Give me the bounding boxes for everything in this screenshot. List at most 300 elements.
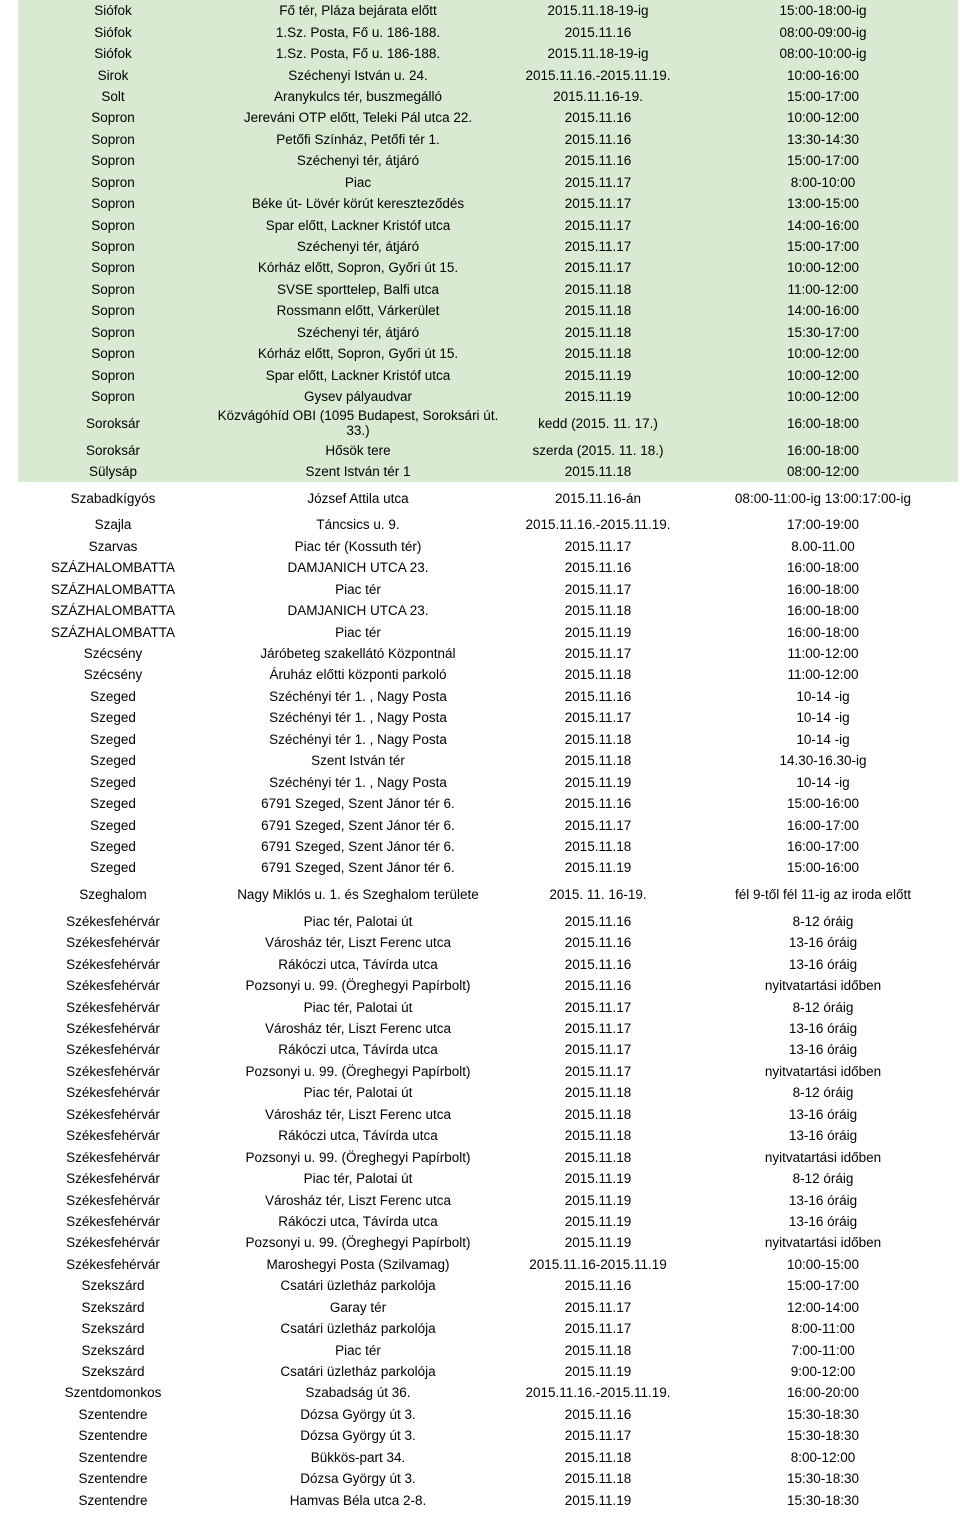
city-cell: Sopron [18,386,208,407]
time-cell: 12:00-14:00 [786,1299,860,1315]
time-cell: 15:00-17:00 [688,236,958,257]
table-row [18,621,958,642]
place-cell: Hamvas Béla utca 2-8. [289,1492,427,1508]
date-cell: 2015.11.16 [564,688,632,704]
table-row [18,482,958,514]
date-cell: 2015.11.16 [508,107,688,128]
table-row [18,643,958,664]
time-cell: nyitvatartási időben [764,978,882,994]
city-cell: Szeged [90,860,136,876]
table-row [18,300,958,321]
table-row [18,343,958,364]
time-cell: 11:00-12:00 [688,279,958,300]
time-cell: 15:00-16:00 [786,796,860,812]
date-cell: 2015.11.19 [564,1235,632,1251]
time-cell: 16:00-18:00 [786,581,860,597]
date-cell: 2015.11.16 [564,978,632,994]
time-cell: 15:00-17:00 [688,86,958,107]
place-cell: Széchényi tér 1. , Nagy Posta [269,731,447,747]
table-row [18,536,958,557]
time-cell: 13-16 óráig [788,1106,858,1122]
date-cell: 2015.11.17 [564,1063,632,1079]
city-cell: Siófok [18,43,208,64]
date-cell: 2015.11.18 [508,279,688,300]
time-cell: nyitvatartási időben [764,1149,882,1165]
date-cell: 2015.11.16 [508,129,688,150]
table-row [18,1468,958,1489]
place-cell: József Attila utca [307,490,409,506]
place-cell: Rossmann előtt, Várkerület [208,300,508,321]
place-cell: Pozsonyi u. 99. (Öreghegyi Papírbolt) [245,1235,471,1251]
place-cell: Rákóczi utca, Távírda utca [278,956,438,972]
time-cell: 15:00-17:00 [786,1278,860,1294]
place-cell: 6791 Szeged, Szent Jánor tér 6. [261,817,455,833]
date-cell: 2015.11.17 [508,257,688,278]
time-cell: 8-12 óráig [792,913,854,929]
time-cell: 10:00-12:00 [688,386,958,407]
time-cell: 08:00-09:00-ig [688,21,958,42]
place-cell: Piac tér, Palotai út [303,1085,413,1101]
date-cell: 2015.11.19 [564,1364,632,1380]
time-cell: 13-16 óráig [788,1128,858,1144]
time-cell: 10:00-12:00 [688,343,958,364]
table-row [18,1232,958,1253]
time-cell: 16:00-18:00 [688,439,958,460]
table-row [18,579,958,600]
date-cell: 2015.11.18-19-ig [508,43,688,64]
table-row [18,0,958,21]
place-cell: Piac tér, Palotai út [303,999,413,1015]
time-cell: 8-12 óráig [792,1085,854,1101]
city-cell: Sopron [18,279,208,300]
table-row [18,64,958,85]
date-cell: 2015.11.18 [564,1449,632,1465]
place-cell: Városház tér, Liszt Ferenc utca [264,935,452,951]
date-cell: 2015.11.16.-2015.11.19. [525,1385,671,1401]
time-cell: 15:30-18:30 [786,1492,860,1508]
place-cell: Spar előtt, Lackner Kristóf utca [208,364,508,385]
date-cell: kedd (2015. 11. 17.) [508,407,688,439]
table-row [18,1425,958,1446]
place-cell: Piac tér (Kossuth tér) [294,538,422,554]
time-cell: 16:00-20:00 [786,1385,860,1401]
date-cell: 2015.11.18 [564,667,632,683]
place-cell: Széchényi tér 1. , Nagy Posta [269,774,447,790]
place-cell: 6791 Szeged, Szent Jánor tér 6. [261,838,455,854]
city-cell: SZÁZHALOMBATTA [50,581,175,597]
time-cell: 16:00-18:00 [688,407,958,439]
date-cell: 2015.11.16 [564,1278,632,1294]
date-cell: 2015.11.17 [564,1042,632,1058]
city-cell: Szeged [90,753,136,769]
city-cell: Szeged [90,774,136,790]
date-cell: 2015.11.17 [564,710,632,726]
place-cell: Béke út- Lövér körút kereszteződés [208,193,508,214]
place-cell: 6791 Szeged, Szent Jánor tér 6. [261,860,455,876]
place-cell: Hősök tere [208,439,508,460]
date-cell: 2015.11.18 [564,1149,632,1165]
city-cell: Sirok [18,64,208,85]
date-cell: 2015.11.17 [508,214,688,235]
date-cell: 2015.11.16 [564,560,632,576]
place-cell: Piac tér, Palotai út [303,1171,413,1187]
date-cell: 2015.11.18 [508,300,688,321]
table-row [18,193,958,214]
table-row [18,857,958,878]
time-cell: 10-14 -ig [796,774,850,790]
city-cell: Székesfehérvár [66,1192,160,1208]
place-cell: Rákóczi utca, Távírda utca [278,1213,438,1229]
place-cell: Bükkös-part 34. [310,1449,406,1465]
city-cell: Sopron [18,107,208,128]
date-cell: 2015.11.18 [564,1106,632,1122]
table-row [18,557,958,578]
table-row [18,214,958,235]
date-cell: 2015.11.16 [564,796,632,812]
table-row [18,975,958,996]
table-row [18,686,958,707]
city-cell: Szentendre [78,1449,148,1465]
date-cell: 2015.11.17 [564,581,632,597]
city-cell: Szeged [90,731,136,747]
date-cell: 2015.11.17 [564,999,632,1015]
city-cell: Szekszárd [81,1364,145,1380]
table-row [18,1168,958,1189]
date-cell: 2015.11.19 [564,1192,632,1208]
city-cell: Székesfehérvár [66,1149,160,1165]
city-cell: Szajla [94,517,132,533]
time-cell: 16:00-18:00 [786,624,860,640]
table-row [18,236,958,257]
time-cell: 13-16 óráig [788,1213,858,1229]
date-cell: 2015.11.16 [508,150,688,171]
city-cell: Soroksár [18,407,208,439]
city-cell: Sopron [18,257,208,278]
table-row [18,954,958,975]
city-cell: Solt [18,86,208,107]
place-cell: Piac tér [335,581,381,597]
time-cell: 13-16 óráig [788,1021,858,1037]
city-cell: Székesfehérvár [66,1021,160,1037]
date-cell: 2015.11.19 [564,774,632,790]
date-cell: 2015.11.18-19-ig [508,0,688,21]
table-row [18,1125,958,1146]
table-row [18,836,958,857]
table-row [18,750,958,771]
table-row [18,1361,958,1382]
time-cell: 14:00-16:00 [688,300,958,321]
time-cell: nyitvatartási időben [764,1063,882,1079]
city-cell: Sopron [18,214,208,235]
table-row [18,172,958,193]
table-row [18,1189,958,1210]
place-cell: Aranykulcs tér, buszmegálló [208,86,508,107]
place-cell: Szabadság út 36. [305,1385,411,1401]
time-cell: 8:00-12:00 [790,1449,856,1465]
date-cell: 2015.11.17 [508,236,688,257]
place-cell: Jereváni OTP előtt, Teleki Pál utca 22. [208,107,508,128]
city-cell: Szeged [90,838,136,854]
place-cell: Rákóczi utca, Távírda utca [278,1128,438,1144]
place-cell: Pozsonyi u. 99. (Öreghegyi Papírbolt) [245,978,471,994]
place-cell: Petőfi Színház, Petőfi tér 1. [208,129,508,150]
date-cell: 2015.11.18 [564,838,632,854]
place-cell: Kórház előtt, Sopron, Győri út 15. [208,257,508,278]
city-cell: Szentendre [78,1428,148,1444]
place-cell: Városház tér, Liszt Ferenc utca [264,1106,452,1122]
time-cell: 14:00-16:00 [688,214,958,235]
table-row [18,86,958,107]
place-cell: Dózsa György út 3. [300,1428,416,1444]
city-cell: Székesfehérvár [66,1213,160,1229]
table-row [18,107,958,128]
date-cell: 2015.11.16-2015.11.19 [529,1256,667,1272]
place-cell: DAMJANICH UTCA 23. [287,603,429,619]
city-cell: SZÁZHALOMBATTA [50,603,175,619]
time-cell: 11:00-12:00 [787,667,859,683]
date-cell: 2015.11.17 [564,646,632,662]
time-cell: 8-12 óráig [792,999,854,1015]
time-cell: 13-16 óráig [788,956,858,972]
time-cell: 10-14 -ig [796,688,850,704]
table-row [18,21,958,42]
time-cell: 08:00-10:00-ig [688,43,958,64]
city-cell: Székesfehérvár [66,1171,160,1187]
date-cell: 2015.11.18 [564,1471,632,1487]
date-cell: 2015.11.16 [564,935,632,951]
time-cell: 08:00-11:00-ig 13:00:17:00-ig [734,490,912,506]
city-cell: Szeged [90,710,136,726]
table-row [18,439,958,460]
date-cell: 2015.11.18 [564,753,632,769]
date-cell: 2015.11.17 [564,538,632,554]
city-cell: Sopron [18,193,208,214]
table-row [18,1489,958,1510]
time-cell: 10:00-12:00 [688,107,958,128]
date-cell: 2015.11.19 [564,860,632,876]
date-cell: 2015.11.19 [564,624,632,640]
date-cell: 2015.11.18 [564,1128,632,1144]
time-cell: 11:00-12:00 [787,646,859,662]
place-cell: Pozsonyi u. 99. (Öreghegyi Papírbolt) [245,1063,471,1079]
table-row [18,514,958,535]
time-cell: 7:00-11:00 [791,1342,855,1358]
city-cell: Szekszárd [81,1299,145,1315]
table-row [18,1254,958,1275]
time-cell: 10:00-12:00 [688,364,958,385]
place-cell: Csatári üzletház parkolója [280,1278,436,1294]
place-cell: Csatári üzletház parkolója [280,1364,436,1380]
city-cell: Székesfehérvár [66,1085,160,1101]
table-row [18,43,958,64]
table-row [18,1339,958,1360]
table-row [18,1039,958,1060]
place-cell: 1.Sz. Posta, Fő u. 186-188. [208,21,508,42]
city-cell: Székesfehérvár [66,999,160,1015]
place-cell: Széchenyi tér, átjáró [208,236,508,257]
place-cell: Széchenyi István u. 24. [208,64,508,85]
table-row [18,1146,958,1167]
place-cell: Széchenyi tér, átjáró [208,322,508,343]
time-cell: 10-14 -ig [796,710,850,726]
date-cell: 2015.11.17 [564,1321,632,1337]
time-cell: fél 9-től fél 11-ig az iroda előtt [734,887,912,903]
table-row [18,1082,958,1103]
date-cell: 2015.11.17 [564,1021,632,1037]
city-cell: Székesfehérvár [66,1235,160,1251]
city-cell: Szentendre [78,1406,148,1422]
place-cell: Szent István tér 1 [208,461,508,482]
date-cell: 2015.11.16 [564,956,632,972]
table-row [18,129,958,150]
city-cell: Székesfehérvár [66,935,160,951]
table-row [18,771,958,792]
table-row [18,814,958,835]
place-cell: Széchényi tér 1. , Nagy Posta [269,688,447,704]
time-cell: 16:00-18:00 [786,560,860,576]
place-cell: Városház tér, Liszt Ferenc utca [264,1192,452,1208]
table-row [18,1318,958,1339]
table-row [18,879,958,911]
time-cell: 16:00-18:00 [786,603,860,619]
place-cell: Táncsics u. 9. [316,517,400,533]
place-cell: Nagy Miklós u. 1. és Szeghalom területe [237,887,479,903]
time-cell: 13-16 óráig [788,935,858,951]
city-cell: Sopron [18,236,208,257]
time-cell: 13-16 óráig [788,1042,858,1058]
table-row [18,407,958,439]
date-cell: 2015.11.18 [564,731,632,747]
date-cell: 2015.11.19 [564,1492,632,1508]
time-cell: 16:00-17:00 [786,838,860,854]
date-cell: 2015.11.19 [564,1213,632,1229]
date-cell: 2015. 11. 16-19. [549,887,647,903]
place-cell: 6791 Szeged, Szent Jánor tér 6. [261,796,455,812]
time-cell: 17:00-19:00 [786,517,860,533]
time-cell: 14.30-16.30-ig [779,753,867,769]
table-row [18,1275,958,1296]
date-cell: 2015.11.17 [564,1299,632,1315]
time-cell: 16:00-17:00 [786,817,860,833]
city-cell: Szekszárd [81,1342,145,1358]
date-cell: 2015.11.18 [508,322,688,343]
city-cell: Székesfehérvár [66,1256,160,1272]
time-cell: 9:00-12:00 [790,1364,856,1380]
date-cell: 2015.11.17 [508,193,688,214]
city-cell: Siófok [18,0,208,21]
time-cell: 15:00-18:00-ig [688,0,958,21]
place-cell: Gysev pályaudvar [208,386,508,407]
city-cell: Székesfehérvár [66,978,160,994]
place-cell: Fő tér, Pláza bejárata előtt [208,0,508,21]
time-cell: 13-16 óráig [788,1192,858,1208]
schedule-table-body [18,0,958,1511]
city-cell: Siófok [18,21,208,42]
date-cell: 2015.11.16 [508,21,688,42]
city-cell: Székesfehérvár [66,1042,160,1058]
place-cell: Széchenyi tér, átjáró [208,150,508,171]
place-cell: Piac [208,172,508,193]
date-cell: 2015.11.16 [564,913,632,929]
place-cell: Piac tér [335,1342,381,1358]
time-cell: 13:30-14:30 [688,129,958,150]
date-cell: 2015.11.16 [564,1406,632,1422]
place-cell: Járóbeteg szakellátó Központnál [260,646,456,662]
date-cell: 2015.11.17 [564,817,632,833]
table-row [18,1404,958,1425]
date-cell: 2015.11.16-19. [508,86,688,107]
table-row [18,911,958,932]
city-cell: Sopron [18,322,208,343]
table-row [18,257,958,278]
time-cell: nyitvatartási időben [764,1235,882,1251]
table-row [18,1382,958,1403]
time-cell: 10:00-12:00 [688,257,958,278]
time-cell: 13:00-15:00 [688,193,958,214]
city-cell: Székesfehérvár [66,913,160,929]
time-cell: 8-12 óráig [792,1171,854,1187]
place-cell: SVSE sporttelep, Balfi utca [208,279,508,300]
date-cell: 2015.11.17 [508,172,688,193]
place-cell: Széchényi tér 1. , Nagy Posta [269,710,447,726]
table-row [18,1104,958,1125]
city-cell: Székesfehérvár [66,956,160,972]
date-cell: 2015.11.19 [508,364,688,385]
time-cell: 15:00-16:00 [786,860,860,876]
table-row [18,1447,958,1468]
date-cell: 2015.11.19 [508,386,688,407]
time-cell: 8:00-11:00 [791,1321,855,1337]
time-cell: 8.00-11.00 [791,538,855,554]
place-cell: Dózsa György út 3. [300,1406,416,1422]
place-cell: Piac tér [335,624,381,640]
city-cell: Szentendre [78,1492,148,1508]
time-cell: 15:00-17:00 [688,150,958,171]
city-cell: Szabadkígyós [70,490,156,506]
date-cell: szerda (2015. 11. 18.) [508,439,688,460]
time-cell: 10:00-15:00 [786,1256,860,1272]
place-cell: Garay tér [329,1299,387,1315]
city-cell: Székesfehérvár [66,1128,160,1144]
city-cell: Székesfehérvár [66,1063,160,1079]
date-cell: 2015.11.18 [564,1342,632,1358]
city-cell: Szentendre [78,1471,148,1487]
place-cell: 1.Sz. Posta, Fő u. 186-188. [208,43,508,64]
date-cell: 2015.11.16-án [554,490,642,506]
table-row [18,1018,958,1039]
city-cell: Szarvas [88,538,138,554]
place-cell: Rákóczi utca, Távírda utca [278,1042,438,1058]
table-row [18,364,958,385]
time-cell: 10-14 -ig [796,731,850,747]
place-cell: Dózsa György út 3. [300,1471,416,1487]
place-cell: Áruház előtti központi parkoló [269,667,447,683]
table-row [18,1297,958,1318]
place-cell: Szent István tér [311,753,405,769]
city-cell: Szeged [90,796,136,812]
date-cell: 2015.11.18 [564,1085,632,1101]
table-row [18,729,958,750]
place-cell: Városház tér, Liszt Ferenc utca [264,1021,452,1037]
table-row [18,932,958,953]
table-row [18,793,958,814]
table-row [18,322,958,343]
table-row [18,1061,958,1082]
city-cell: Sopron [18,364,208,385]
time-cell: 15:30-17:00 [688,322,958,343]
place-cell: Közvágóhíd OBI (1095 Budapest, Soroksári út. 33.) [208,407,508,439]
table-row [18,279,958,300]
